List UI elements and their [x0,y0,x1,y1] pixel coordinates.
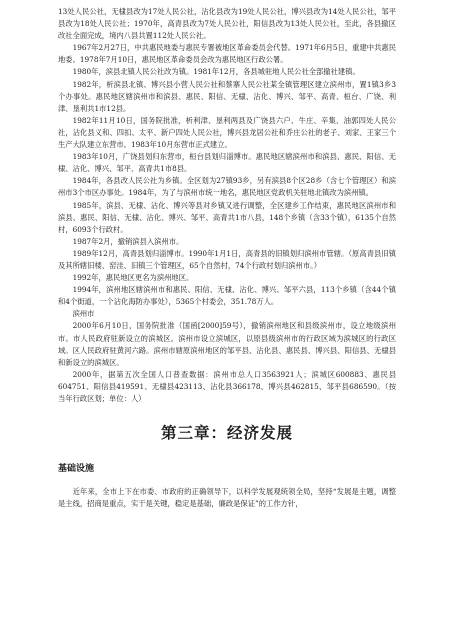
section-title: 基础设施 [58,464,95,475]
paragraph: 1987年2月，撤销滨县入滨州市。 [72,236,184,246]
paragraph: 1980年，滨县北镇人民公社改为镇。1981年12月，各县城驻地人民公社全部撤社建镇。 [72,67,360,77]
chapter-title: 第三章：经济发展 [160,424,293,443]
paragraph: 13处人民公社，无棣县改为17处人民公社，沾化县改为19处人民公社，博兴县改为14处人民公社，邹平县改为18处人民公社；1970年，高青县改为7处人民公社，阳信县改为13处人民公社，至此，各县撤区改社全面完成，境内八县共置112处人民公社。 [58,7,396,41]
paragraph: 1982年11月10日，国务院批准，析利津、垦利两县及广饶县六户、牛庄、辛集、油郭四处人民公社，沾化县义和、四扣、太平、新户四处人民公社，博兴县龙居公社和乔庄公社的老子、刘家、王家三个生产大队建立东营市。1983年10月东营市正式建立。 [58,115,396,150]
paragraph: 1982年，析滨县北镇、博兴县小营人民公社和蔡寨人民公社某全镇管理区建立滨州市，置1镇3乡3个办事处。惠民地区辖滨州市和滨县、惠民、阳信、无棣、沾化、博兴、邹平、高青、桓台、广饶、利津、垦利共1市12县。 [58,79,396,113]
paragraph: 1992年，惠民地区更名为滨州地区。 [72,273,194,283]
paragraph: 1983年10月，广饶县划归东营市，桓台县划归淄博市。惠民地区辖滨州市和滨县、惠民、阳信、无棣、沾化、博兴、邹平、高青共1市8县。 [58,152,396,174]
paragraph: 1985年，滨县、无棣、沾化、博兴等县对乡镇又进行调整，全区建乡工作结束，惠民地区滨州市和滨县、惠民、阳信、无棣、沾化、博兴、邹平、高青共1市八县，148个乡镇（含33个镇），6135个自然村，6093个行政村。 [58,200,396,234]
paragraph: 近年来，全市上下在市委、市政府的正确领导下，以科学发展观统领全局，坚持“发展是主题，调整是主线，招商是重点，实干是关键，稳定是基础，廉政是保证”的工作方针， [58,487,396,509]
body-text-top [58,6,396,405]
paragraph: 1984年，各县改人民公社为乡镇。全区划为27镇93乡，另有滨县8个区28乡（含七个管理区）和滨州市3个市区办事处。1984年，为了与滨州市统一地名，惠民地区党政机关驻地北镇改为滨州镇。 [58,176,396,198]
subheading-binzhou: 滨州市 [72,309,95,319]
paragraph: 2000年，据第五次全国人口普查数据：滨州市总人口3563921人；滨城区600883、惠民县604751、阳信县419591、无棣县423113、沾化县366178、博兴县462815、邹平县686590。（按当年行政区划；单位：人） [58,369,396,403]
paragraph: 1967年2月27日，中共惠民地委与惠民专署被地区革命委员会代替。1971年6月5日，重建中共惠民地委。1978年7月10日，惠民地区革命委员会改为惠民地区行政公署。 [58,43,396,65]
paragraph: 1989年12月，高青县划归淄博市。1990年1月1日，高青县的旧镇划归滨州市管辖。（原高青县旧镇及其所辖旧楼、窑洼、旧镇三个管理区，65个自然村，74个行政村划归滨州市。） [58,248,396,270]
paragraph: 2000年6月10日，国务院批准（国函[2000]59号），撤销滨州地区和县级滨州市，设立地级滨州市。市人民政府驻新设立的滨城区。滨州市设立滨城区，以原县级滨州市的行政区域为滨城区的行政区域。区人民政府驻黄河六路。滨州市辖原滨州地区的邹平县、沾化县、惠民县、博兴县、阳信县、无棣县和新设立的滨城区。 [58,321,396,367]
paragraph: 1994年，滨州地区辖滨州市和惠民、阳信、无棣、沾化、博兴、邹平六县，113个乡镇（含44个镇和4个街道，一个沾化海防办事处），5365个村委会，351.78万人。 [58,285,396,307]
